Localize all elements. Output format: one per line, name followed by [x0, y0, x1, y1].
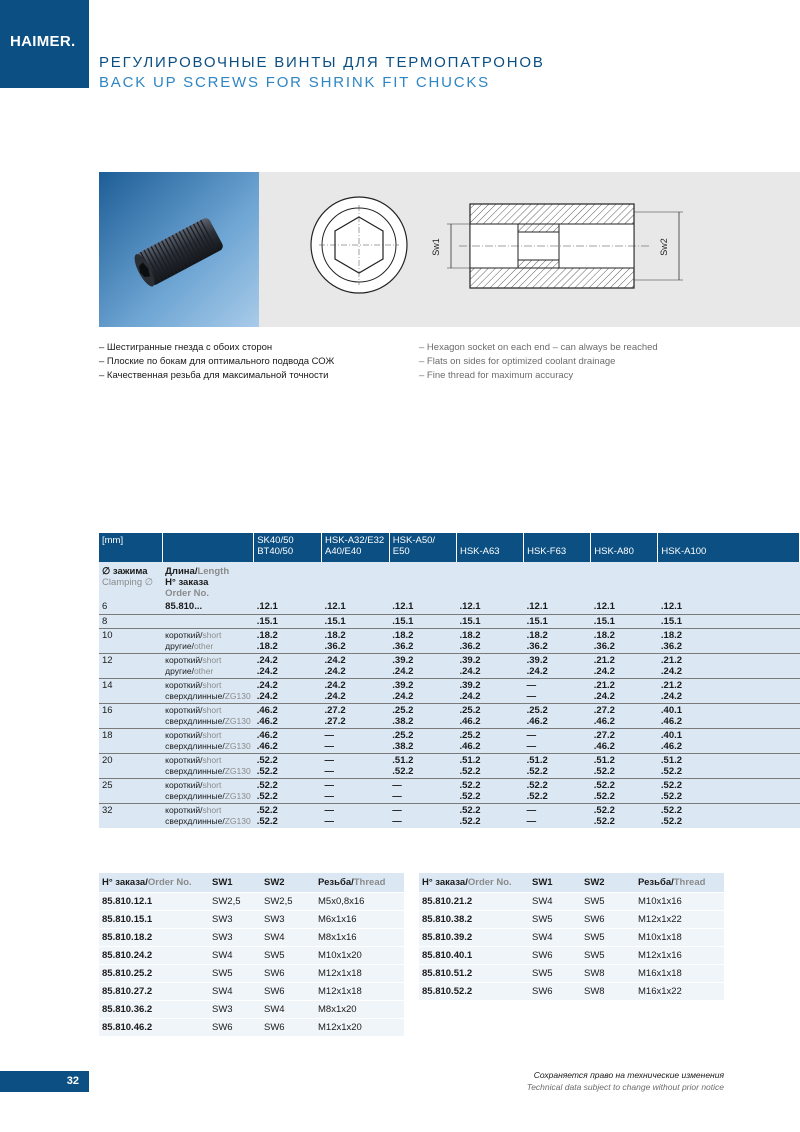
header-hsk-a100: HSK-A100 — [658, 533, 800, 562]
order-suffix-cell: .21.2 .24.2 — [591, 678, 658, 703]
length-type: короткий/short сверхдлинные/ZG130 — [162, 753, 254, 778]
table-row — [99, 1001, 404, 1019]
clamping-diameter: 25 — [99, 778, 162, 803]
table-row — [99, 893, 404, 911]
order-suffix-cell: .15.1 — [254, 614, 322, 628]
length-type — [162, 614, 254, 628]
table-row — [419, 947, 724, 965]
clamping-diameter: 20 — [99, 753, 162, 778]
thread-value: M16x1x18 — [635, 965, 724, 983]
table-row — [99, 929, 404, 947]
order-suffix-cell: .21.2 .24.2 — [658, 653, 800, 678]
order-suffix-cell: — — — [524, 728, 591, 753]
table-row — [99, 965, 404, 983]
order-suffix-cell: .52.2 .52.2 — [254, 803, 322, 828]
order-suffix-cell: .39.2 .24.2 — [456, 653, 523, 678]
order-suffix-cell: — — — [524, 678, 591, 703]
sw1-value: SW6 — [209, 1019, 261, 1037]
order-suffix-cell: .12.1 — [524, 600, 591, 614]
page-number: 32 — [66, 1075, 79, 1087]
clamping-diameter: 12 — [99, 653, 162, 678]
screw-drawing-icon — [259, 172, 800, 327]
thread-value: M10x1x16 — [635, 893, 724, 911]
order-suffix-cell: .12.1 — [591, 600, 658, 614]
order-suffix-cell: .18.2 .36.2 — [658, 628, 800, 653]
thread-value: M12x1x18 — [315, 965, 404, 983]
sw1-value: SW5 — [529, 965, 581, 983]
thread-value: M12x1x20 — [315, 1019, 404, 1037]
brand-logo-box — [0, 0, 89, 88]
order-suffix-cell: .18.2 .36.2 — [456, 628, 523, 653]
order-suffix-cell: .52.2 .52.2 — [254, 753, 322, 778]
feature-en-1: – Hexagon socket on each end – can always be reached — [419, 342, 658, 353]
thread-value: M8x1x16 — [315, 929, 404, 947]
order-suffix-cell: .24.2 .24.2 — [322, 678, 390, 703]
length-type: короткий/short сверхдлинные/ZG130 — [162, 678, 254, 703]
sw1-value: SW5 — [529, 911, 581, 929]
compatibility-table — [99, 533, 800, 828]
sw1-value: SW6 — [529, 983, 581, 1001]
order-suffix-cell: .18.2 .18.2 — [254, 628, 322, 653]
sw2-value: SW6 — [581, 911, 635, 929]
order-suffix-cell: .52.2 .52.2 — [456, 778, 523, 803]
table-row — [419, 893, 724, 911]
order-suffix-cell: .39.2 .24.2 — [456, 678, 523, 703]
sw2-value: SW2,5 — [261, 893, 315, 911]
feature-list-en — [419, 341, 658, 383]
order-suffix-cell: .52.2 .52.2 — [591, 803, 658, 828]
header-blank — [162, 533, 254, 562]
clamping-diameter: 32 — [99, 803, 162, 828]
order-number: 85.810.40.1 — [419, 947, 529, 965]
disclaimer-en: Technical data subject to change without prior notice — [526, 1082, 724, 1092]
order-number: 85.810.12.1 — [99, 893, 209, 911]
order-suffix-cell: .25.2 .38.2 — [389, 703, 456, 728]
clamping-diameter: 10 — [99, 628, 162, 653]
table-row — [99, 753, 800, 778]
sw1-value: SW5 — [209, 965, 261, 983]
order-suffix-cell: .51.2 .52.2 — [456, 753, 523, 778]
order-suffix-cell: .39.2 .24.2 — [389, 678, 456, 703]
table-subheader-row — [99, 562, 800, 600]
order-number: 85.810.25.2 — [99, 965, 209, 983]
length-order-header: Длина/Length Н° заказа Order No. — [162, 562, 254, 600]
header-hsk-a80: HSK-A80 — [591, 533, 658, 562]
sw2-label: Sw2 — [658, 238, 669, 256]
clamp-header: ∅ зажима Clamping ∅ — [99, 562, 162, 600]
sw2-value: SW8 — [581, 983, 635, 1001]
order-number: 85.810.51.2 — [419, 965, 529, 983]
thread-value: M12x1x22 — [635, 911, 724, 929]
order-suffix-cell: .15.1 — [389, 614, 456, 628]
sw1-value: SW6 — [529, 947, 581, 965]
header-hsk-f63: HSK-F63 — [524, 533, 591, 562]
order-suffix-cell: .21.2 .24.2 — [658, 678, 800, 703]
header-hsk-a50: HSK-A50/ E50 — [389, 533, 456, 562]
order-suffix-cell: .25.2 .46.2 — [456, 728, 523, 753]
order-suffix-cell: .51.2 .52.2 — [389, 753, 456, 778]
page-number-bar — [0, 1071, 89, 1092]
order-suffix-cell: .52.2 .52.2 — [456, 803, 523, 828]
table-row — [419, 965, 724, 983]
order-number: 85.810.24.2 — [99, 947, 209, 965]
table-row — [99, 628, 800, 653]
sw2-value: SW5 — [261, 947, 315, 965]
thread-header: Резьба/Thread — [635, 873, 724, 893]
feature-ru-1: – Шестигранные гнезда с обоих сторон — [99, 342, 273, 353]
order-suffix-cell: .51.2 .52.2 — [591, 753, 658, 778]
table-row — [419, 911, 724, 929]
sw2-value: SW8 — [581, 965, 635, 983]
order-suffix-cell: .18.2 .36.2 — [524, 628, 591, 653]
header-hsk-a63: HSK-A63 — [456, 533, 523, 562]
sw1-value: SW4 — [209, 983, 261, 1001]
sw2-value: SW5 — [581, 947, 635, 965]
order-suffix-cell: .12.1 — [456, 600, 523, 614]
page-title-ru: РЕГУЛИРОВОЧНЫЕ ВИНТЫ ДЛЯ ТЕРМОПАТРОНОВ — [99, 54, 545, 71]
order-suffix-cell: .52.2 .52.2 — [591, 778, 658, 803]
sw1-value: SW4 — [529, 893, 581, 911]
order-suffix-cell: — — — [389, 803, 456, 828]
order-suffix-cell: .21.2 .24.2 — [591, 653, 658, 678]
order-suffix-cell: .24.2 .24.2 — [254, 678, 322, 703]
product-photo — [99, 172, 259, 327]
thread-value: M12x1x18 — [315, 983, 404, 1001]
thread-value: M8x1x20 — [315, 1001, 404, 1019]
order-table-left — [99, 873, 404, 1036]
order-suffix-cell: .12.1 — [658, 600, 800, 614]
table-row — [99, 1019, 404, 1037]
order-number: 85.810.18.2 — [99, 929, 209, 947]
thread-header: Резьба/Thread — [315, 873, 404, 893]
length-type: короткий/short сверхдлинные/ZG130 — [162, 778, 254, 803]
table-row — [99, 947, 404, 965]
disclaimer-ru: Сохраняется право на технические изменения — [533, 1070, 724, 1080]
order-suffix-cell: .27.2 .46.2 — [591, 703, 658, 728]
table-row — [419, 983, 724, 1001]
order-suffix-cell: .24.2 .24.2 — [322, 653, 390, 678]
order-suffix-cell: .25.2 .46.2 — [456, 703, 523, 728]
feature-list-ru — [99, 341, 334, 383]
order-number: 85.810.36.2 — [99, 1001, 209, 1019]
order-number: 85.810.21.2 — [419, 893, 529, 911]
order-suffix-cell: .18.2 .36.2 — [591, 628, 658, 653]
order-suffix-cell: .18.2 .36.2 — [322, 628, 390, 653]
order-no-header: Н° заказа/Order No. — [419, 873, 529, 893]
clamping-diameter: 18 — [99, 728, 162, 753]
sw1-value: SW3 — [209, 1001, 261, 1019]
length-type: короткий/short сверхдлинные/ZG130 — [162, 803, 254, 828]
sw2-value: SW3 — [261, 911, 315, 929]
order-number: 85.810.52.2 — [419, 983, 529, 1001]
table-row — [99, 653, 800, 678]
sw2-value: SW6 — [261, 1019, 315, 1037]
order-suffix-cell: .52.2 .52.2 — [524, 778, 591, 803]
table-row — [99, 614, 800, 628]
order-suffix-cell: .12.1 — [254, 600, 322, 614]
sw1-header: SW1 — [529, 873, 581, 893]
sw2-value: SW6 — [261, 965, 315, 983]
order-suffix-cell: — — — [322, 778, 390, 803]
order-suffix-cell: .52.2 .52.2 — [658, 803, 800, 828]
technical-drawing — [259, 172, 800, 327]
order-suffix-cell: — — — [389, 778, 456, 803]
page-title-en: BACK UP SCREWS FOR SHRINK FIT CHUCKS — [99, 74, 490, 91]
sw2-value: SW5 — [581, 929, 635, 947]
order-suffix-cell: .51.2 .52.2 — [658, 753, 800, 778]
sw1-value: SW4 — [529, 929, 581, 947]
clamping-diameter: 16 — [99, 703, 162, 728]
order-suffix-cell: .27.2 .46.2 — [591, 728, 658, 753]
length-type: короткий/short сверхдлинные/ZG130 — [162, 728, 254, 753]
order-suffix-cell: .15.1 — [591, 614, 658, 628]
order-no-header: Н° заказа/Order No. — [99, 873, 209, 893]
order-suffix-cell: .12.1 — [322, 600, 390, 614]
header-unit: [mm] — [99, 533, 162, 562]
feature-ru-2: – Плоские по бокам для оптимального подвода СОЖ — [99, 356, 335, 367]
sw1-value: SW3 — [209, 929, 261, 947]
sw1-value: SW3 — [209, 911, 261, 929]
order-suffix-cell: .24.2 .24.2 — [254, 653, 322, 678]
order-number: 85.810.15.1 — [99, 911, 209, 929]
header-hsk-a32: HSK-A32/E32 A40/E40 — [322, 533, 390, 562]
clamping-diameter: 6 — [99, 600, 162, 614]
order-suffix-cell: .12.1 — [389, 600, 456, 614]
order-suffix-cell: .51.2 .52.2 — [524, 753, 591, 778]
order-suffix-cell: .15.1 — [658, 614, 800, 628]
thread-value: M10x1x18 — [635, 929, 724, 947]
order-suffix-cell: .52.2 .52.2 — [658, 778, 800, 803]
table-row — [99, 703, 800, 728]
order-suffix-cell: .52.2 .52.2 — [254, 778, 322, 803]
length-type: короткий/short другие/other — [162, 628, 254, 653]
thread-value: M16x1x22 — [635, 983, 724, 1001]
table-row — [99, 983, 404, 1001]
order-table-right — [419, 873, 724, 1000]
table-row — [99, 728, 800, 753]
order-number: 85.810.38.2 — [419, 911, 529, 929]
sw1-header: SW1 — [209, 873, 261, 893]
brand-logo: HAIMER. — [10, 33, 76, 50]
thread-value: M6x1x16 — [315, 911, 404, 929]
order-suffix-cell: — — — [322, 753, 390, 778]
order-suffix-cell: — — — [322, 803, 390, 828]
order-suffix-cell: .40.1 .46.2 — [658, 728, 800, 753]
order-suffix-cell: .15.1 — [322, 614, 390, 628]
sw1-label: Sw1 — [430, 238, 441, 256]
order-suffix-cell: .46.2 .46.2 — [254, 728, 322, 753]
table-row — [99, 911, 404, 929]
sw1-value: SW4 — [209, 947, 261, 965]
sw2-header: SW2 — [261, 873, 315, 893]
clamping-diameter: 8 — [99, 614, 162, 628]
table-row — [419, 929, 724, 947]
order-prefix: 85.810... — [162, 600, 254, 614]
thread-value: M5x0,8x16 — [315, 893, 404, 911]
sw1-value: SW2,5 — [209, 893, 261, 911]
feature-en-2: – Flats on sides for optimized coolant drainage — [419, 356, 616, 367]
order-suffix-cell: .46.2 .46.2 — [254, 703, 322, 728]
order-number: 85.810.46.2 — [99, 1019, 209, 1037]
sw2-header: SW2 — [581, 873, 635, 893]
order-number: 85.810.39.2 — [419, 929, 529, 947]
order-suffix-cell: .18.2 .36.2 — [389, 628, 456, 653]
order-suffix-cell: .25.2 .38.2 — [389, 728, 456, 753]
header-sk: SK40/50 BT40/50 — [254, 533, 322, 562]
table-row — [99, 778, 800, 803]
length-type: короткий/short другие/other — [162, 653, 254, 678]
order-suffix-cell: .40.1 .46.2 — [658, 703, 800, 728]
order-suffix-cell: .15.1 — [456, 614, 523, 628]
sw2-value: SW4 — [261, 929, 315, 947]
length-type: короткий/short сверхдлинные/ZG130 — [162, 703, 254, 728]
order-suffix-cell: .39.2 .24.2 — [389, 653, 456, 678]
order-suffix-cell: .27.2 .27.2 — [322, 703, 390, 728]
order-suffix-cell: .39.2 .24.2 — [524, 653, 591, 678]
feature-en-3: – Fine thread for maximum accuracy — [419, 370, 574, 381]
thread-value: M12x1x16 — [635, 947, 724, 965]
thread-value: M10x1x20 — [315, 947, 404, 965]
sw2-value: SW4 — [261, 1001, 315, 1019]
table-row — [99, 803, 800, 828]
clamping-diameter: 14 — [99, 678, 162, 703]
table-row — [99, 678, 800, 703]
screw-image-icon — [99, 172, 259, 327]
table-row — [99, 600, 800, 614]
order-suffix-cell: — — — [524, 803, 591, 828]
sw2-value: SW6 — [261, 983, 315, 1001]
order-suffix-cell: .15.1 — [524, 614, 591, 628]
order-suffix-cell: .25.2 .46.2 — [524, 703, 591, 728]
order-number: 85.810.27.2 — [99, 983, 209, 1001]
feature-ru-3: – Качественная резьба для максимальной точности — [99, 370, 329, 381]
sw2-value: SW5 — [581, 893, 635, 911]
order-suffix-cell: — — — [322, 728, 390, 753]
